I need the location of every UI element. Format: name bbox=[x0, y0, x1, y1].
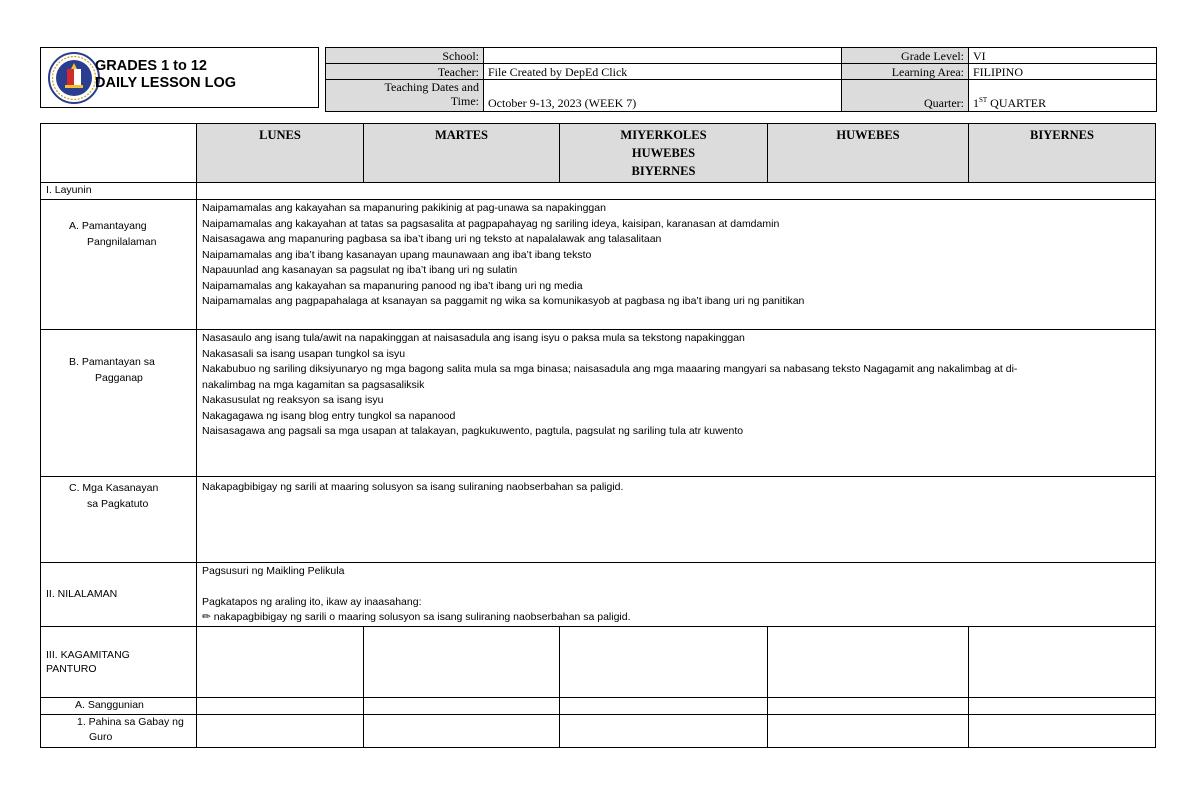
dates-label-line-1: Teaching Dates and bbox=[384, 80, 479, 94]
nilalaman-title: Pagsusuri ng Maikling Pelikula bbox=[202, 565, 345, 577]
grade-label: Grade Level: bbox=[842, 48, 969, 64]
pamantayang-line-7: Naipamamalas ang pagpapahalaga at ksanayan sa paggamit ng wika sa komunikasyob at pagbasa ng iba’t ibang uri ng panitikan bbox=[202, 295, 805, 307]
pamantayang-label-1: A. Pamantayang bbox=[69, 220, 147, 232]
kagamitan-lunes bbox=[197, 626, 364, 697]
nilalaman-content bbox=[197, 563, 1156, 627]
grade-value: VI bbox=[969, 48, 1157, 64]
pahina-lunes bbox=[197, 714, 364, 747]
pamantayang-label bbox=[41, 200, 197, 330]
kagamitan-label-1: III. KAGAMITANG bbox=[46, 648, 130, 661]
day-miyerkoles bbox=[560, 124, 768, 183]
dates-label-line-2: Time: bbox=[450, 94, 479, 108]
nilalaman-label: II. NILALAMAN bbox=[41, 563, 197, 627]
nilalaman-bullet: nakapagbibigay ng sarili o maaring solusyon sa isang suliraning naobserbahan sa paligid. bbox=[213, 611, 631, 623]
days-header-row bbox=[41, 124, 1156, 183]
corner-cell bbox=[41, 124, 197, 183]
lesson-log-table bbox=[40, 123, 1156, 748]
dates-value: October 9-13, 2023 (WEEK 7) bbox=[484, 80, 842, 112]
layunin-label: I. Layunin bbox=[41, 183, 197, 200]
pamantayang-line-5: Napauunlad ang kasanayan sa pagsulat ng iba’t ibang uri ng sulatin bbox=[202, 264, 518, 276]
clapperboard-icon: ✏︎ bbox=[202, 611, 211, 623]
quarter-text: QUARTER bbox=[987, 96, 1047, 110]
kagamitan-label-2: PANTURO bbox=[46, 662, 97, 675]
pahina-martes bbox=[364, 714, 560, 747]
day-miyerkoles-line-2: HUWEBES bbox=[631, 146, 696, 160]
nilalaman-row bbox=[41, 563, 1156, 627]
sanggunian-row bbox=[41, 697, 1156, 714]
sanggunian-miyerkoles bbox=[560, 697, 768, 714]
sanggunian-lunes bbox=[197, 697, 364, 714]
sanggunian-huwebes bbox=[768, 697, 969, 714]
nilalaman-spacer bbox=[202, 580, 1150, 595]
pahina-label-2: Guro bbox=[89, 730, 113, 743]
pamantayang-line-4: Naipamamalas ang iba’t ibang kasanayan upang maunawaan ang iba’t ibang teksto bbox=[202, 248, 592, 261]
pamantayang-line-6: Naipamamalas ang kakayahan sa mapanuring panood ng iba’t ibang uri ng media bbox=[202, 279, 583, 292]
day-martes: MARTES bbox=[364, 124, 560, 183]
pahina-label-1: 1. Pahina sa Gabay ng bbox=[77, 715, 184, 728]
sanggunian-biyernes bbox=[969, 697, 1156, 714]
quarter-number: 1 bbox=[973, 96, 979, 110]
nilalaman-bullet-row bbox=[202, 610, 1150, 626]
kagamitan-label bbox=[41, 626, 197, 697]
pagganap-line-2: Nakasasali sa isang usapan tungkol sa isyu bbox=[202, 347, 406, 360]
info-table bbox=[325, 47, 1157, 112]
day-biyernes: BIYERNES bbox=[969, 124, 1156, 183]
layunin-content bbox=[197, 183, 1156, 200]
pamantayang-label-2: Pangnilalaman bbox=[87, 236, 157, 248]
title-line-1: GRADES 1 to 12 bbox=[95, 58, 207, 74]
pahina-label bbox=[41, 714, 197, 747]
layunin-row bbox=[41, 183, 1156, 200]
pagganap-label-1: B. Pamantayan sa bbox=[69, 356, 155, 368]
sanggunian-martes bbox=[364, 697, 560, 714]
pagganap-line-5: Nakasusulat ng reaksyon sa isang isyu bbox=[202, 394, 384, 406]
brand-title bbox=[95, 58, 236, 92]
teacher-value: File Created by DepEd Click bbox=[484, 64, 842, 80]
pagganap-line-1: Nasasaulo ang isang tula/awit na napakinggan at naisasadula ang isang isyu o paksa mula sa tekstong napakinggan bbox=[202, 332, 745, 344]
pagganap-row bbox=[41, 330, 1156, 477]
kasanayan-label-1: C. Mga Kasanayan bbox=[69, 482, 159, 494]
quarter-value bbox=[969, 80, 1157, 112]
nilalaman-intro: Pagkatapos ng araling ito, ikaw ay inaasahang: bbox=[202, 595, 422, 608]
kasanayan-row bbox=[41, 477, 1156, 563]
kagamitan-huwebes bbox=[768, 626, 969, 697]
pamantayang-row bbox=[41, 200, 1156, 330]
pahina-huwebes bbox=[768, 714, 969, 747]
area-value: FILIPINO bbox=[969, 64, 1157, 80]
area-label: Learning Area: bbox=[842, 64, 969, 80]
pagganap-line-6: Nakagagawa ng isang blog entry tungkol sa napanood bbox=[202, 409, 456, 422]
pamantayang-line-3: Naisasagawa ang mapanuring pagbasa sa iba’t ibang uri ng teksto at napalalawak ang talasalitaan bbox=[202, 233, 662, 245]
kasanayan-label-2: sa Pagkatuto bbox=[87, 498, 149, 510]
kagamitan-biyernes bbox=[969, 626, 1156, 697]
kagamitan-miyerkoles bbox=[560, 626, 768, 697]
day-huwebes: HUWEBES bbox=[768, 124, 969, 183]
quarter-label: Quarter: bbox=[842, 80, 969, 112]
school-label: School: bbox=[326, 48, 484, 64]
teacher-label: Teacher: bbox=[326, 64, 484, 80]
pagganap-label bbox=[41, 330, 197, 477]
pagganap-line-3: Nakabubuo ng sariling diksiyunaryo ng mga bagong salita mula sa mga binasa; naisasadula ang mga maaaring mangyari sa nabasang teksto Nagagamit ang nakalimbag at di- bbox=[202, 363, 1018, 375]
pamantayang-line-1: Naipamamalas ang kakayahan sa mapanuring pakikinig at pag-unawa sa napakinggan bbox=[202, 202, 606, 214]
dates-label bbox=[326, 80, 484, 112]
pagganap-line-7: Naisasagawa ang pagsali sa mga usapan at talakayan, pagkukuwento, pagtula, pagsulat ng sariling tula atr kuwento bbox=[202, 425, 744, 437]
pamantayang-content bbox=[197, 200, 1156, 330]
pamantayang-line-2: Naipamamalas ang kakayahan at tatas sa pagsasalita at pagpapahayag ng sariling ideya, kaisipan, karanasan at damdamin bbox=[202, 217, 780, 230]
deped-seal-icon bbox=[47, 51, 101, 105]
pahina-miyerkoles bbox=[560, 714, 768, 747]
kagamitan-row bbox=[41, 626, 1156, 697]
pahina-biyernes bbox=[969, 714, 1156, 747]
header-logo-box bbox=[40, 47, 319, 108]
day-lunes: LUNES bbox=[197, 124, 364, 183]
pahina-row bbox=[41, 714, 1156, 747]
pagganap-label-2: Pagganap bbox=[95, 372, 143, 384]
quarter-suffix: ST bbox=[979, 96, 988, 104]
pagganap-content bbox=[197, 330, 1156, 477]
school-value bbox=[484, 48, 842, 64]
day-miyerkoles-line-1: MIYERKOLES bbox=[620, 128, 707, 142]
day-miyerkoles-line-3: BIYERNES bbox=[631, 164, 696, 178]
pagganap-line-4: nakalimbag na mga kagamitan sa pagsasaliksik bbox=[202, 378, 425, 391]
kagamitan-martes bbox=[364, 626, 560, 697]
kasanayan-label bbox=[41, 477, 197, 563]
kasanayan-content: Nakapagbibigay ng sarili at maaring solusyon sa isang suliraning naobserbahan sa paligid. bbox=[197, 477, 1156, 563]
title-line-2: DAILY LESSON LOG bbox=[95, 75, 236, 91]
sanggunian-label: A. Sanggunian bbox=[41, 697, 197, 714]
